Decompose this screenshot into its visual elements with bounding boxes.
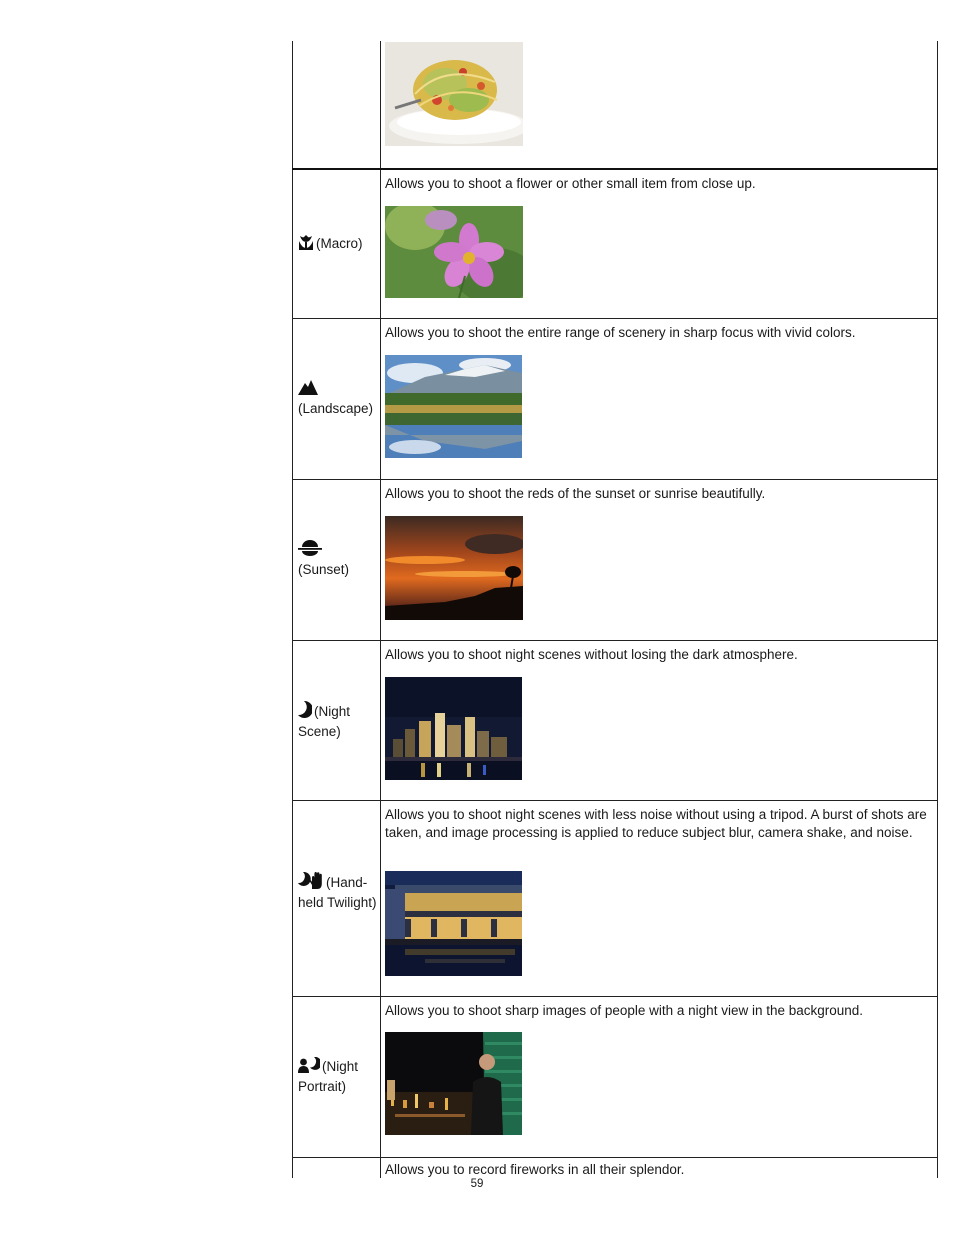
- table-row: [292, 996, 938, 1157]
- scene-description: Allows you to record fireworks in all their splendor.: [385, 1162, 685, 1177]
- orange-sunset-photo: [385, 516, 523, 620]
- landscape-mountain-icon: [298, 379, 318, 400]
- sunset-icon: [298, 540, 322, 561]
- salad-photo: [385, 42, 523, 146]
- table-row: [292, 41, 938, 168]
- lit-building-at-night-photo: [385, 871, 522, 976]
- scene-label-macro: (Macro): [298, 235, 378, 255]
- scene-label-hand-held-twilight: (Hand-held Twilight): [298, 872, 378, 911]
- scene-description: Allows you to shoot the reds of the sunset or sunrise beautifully.: [385, 486, 766, 501]
- scene-description: Allows you to shoot night scenes with less noise without using a tripod. A burst of shots are taken, and image processing is applied to reduce subject blur, camera shake, and noise.: [385, 807, 927, 840]
- mountain-lake-photo: [385, 355, 522, 458]
- man-night-city-photo: [385, 1032, 522, 1135]
- scene-description: Allows you to shoot night scenes without losing the dark atmosphere.: [385, 647, 798, 662]
- scene-selection-table: [292, 41, 938, 1178]
- pink-cosmos-flower-photo: [385, 206, 523, 298]
- scene-description: Allows you to shoot a flower or other small item from close up.: [385, 176, 756, 191]
- table-row: [292, 318, 938, 479]
- table-row: [292, 800, 938, 997]
- night-scene-moon-icon: [298, 701, 312, 723]
- city-skyline-night-photo: [385, 677, 522, 780]
- macro-tulip-icon: [298, 235, 314, 255]
- scene-label-night-portrait: (Night Portrait): [298, 1057, 378, 1095]
- table-row: [292, 479, 938, 640]
- page-number: 59: [470, 1178, 484, 1190]
- hand-held-twilight-icon: [298, 872, 324, 894]
- table-row: [292, 1157, 938, 1179]
- table-row: [292, 640, 938, 801]
- night-portrait-icon: [298, 1057, 320, 1078]
- table-row: [292, 168, 938, 319]
- scene-description: Allows you to shoot the entire range of scenery in sharp focus with vivid colors.: [385, 325, 856, 340]
- scene-description: Allows you to shoot sharp images of people with a night view in the background.: [385, 1003, 864, 1018]
- scene-label-sunset: (Sunset): [298, 540, 378, 578]
- scene-label-landscape: (Landscape): [298, 379, 378, 417]
- scene-label-night-scene: (Night Scene): [298, 701, 378, 740]
